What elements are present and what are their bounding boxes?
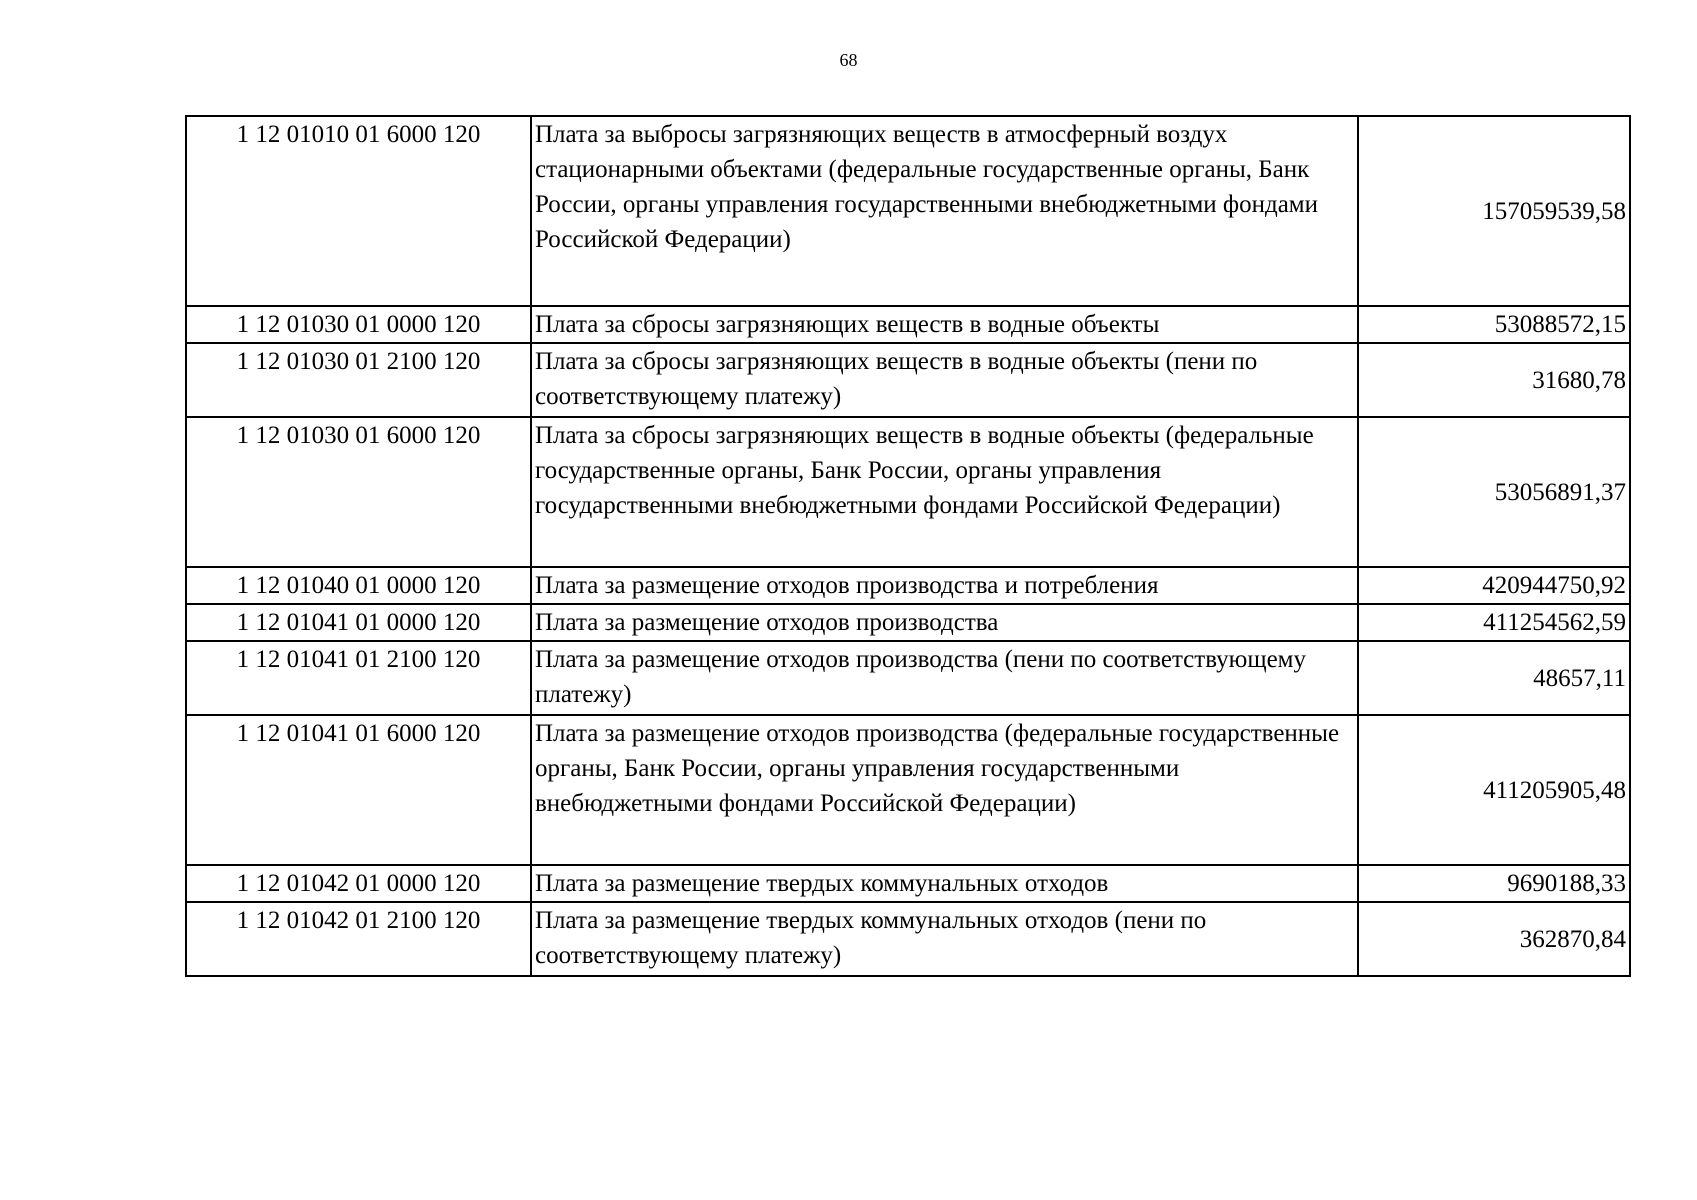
- budget-code-cell: 1 12 01041 01 2100 120: [186, 641, 531, 715]
- table-row: [186, 865, 1630, 902]
- budget-code-cell: 1 12 01042 01 0000 120: [186, 865, 531, 902]
- page-number: 68: [839, 50, 858, 70]
- table-row: [186, 417, 1630, 567]
- table-row: [186, 343, 1630, 417]
- revenue-table: [185, 115, 1631, 977]
- budget-code-cell: 1 12 01010 01 6000 120: [186, 116, 531, 306]
- table-row: [186, 116, 1630, 306]
- description-cell: Плата за размещение отходов производства (федеральные государственные органы, Банк России, органы управления государственными внебюджетными фондами Российской Федерации): [531, 715, 1358, 865]
- description-cell: Плата за выбросы загрязняющих веществ в атмосферный воздух стационарными объектами (федеральные государственные органы, Банк России, органы управления государственными внебюджетными фондами Российской Федерации): [531, 116, 1358, 306]
- description-cell: Плата за размещение твердых коммунальных отходов (пени по соответствующему платежу): [531, 902, 1358, 976]
- budget-code-cell: 1 12 01042 01 2100 120: [186, 902, 531, 976]
- amount-cell: 48657,11: [1358, 641, 1630, 715]
- budget-code-cell: 1 12 01030 01 2100 120: [186, 343, 531, 417]
- table-row: [186, 715, 1630, 865]
- budget-code-cell: 1 12 01030 01 0000 120: [186, 306, 531, 343]
- budget-code-cell: 1 12 01040 01 0000 120: [186, 567, 531, 604]
- amount-cell: 31680,78: [1358, 343, 1630, 417]
- description-cell: Плата за размещение твердых коммунальных отходов: [531, 865, 1358, 902]
- table-row: [186, 641, 1630, 715]
- budget-code-cell: 1 12 01041 01 0000 120: [186, 604, 531, 641]
- description-cell: Плата за сбросы загрязняющих веществ в водные объекты (пени по соответствующему платежу): [531, 343, 1358, 417]
- amount-cell: 420944750,92: [1358, 567, 1630, 604]
- amount-cell: 9690188,33: [1358, 865, 1630, 902]
- description-cell: Плата за размещение отходов производства: [531, 604, 1358, 641]
- amount-cell: 53056891,37: [1358, 417, 1630, 567]
- amount-cell: 362870,84: [1358, 902, 1630, 976]
- budget-code-cell: 1 12 01041 01 6000 120: [186, 715, 531, 865]
- amount-cell: 411205905,48: [1358, 715, 1630, 865]
- table-row: [186, 306, 1630, 343]
- table-row: [186, 567, 1630, 604]
- description-cell: Плата за сбросы загрязняющих веществ в водные объекты: [531, 306, 1358, 343]
- amount-cell: 53088572,15: [1358, 306, 1630, 343]
- amount-cell: 411254562,59: [1358, 604, 1630, 641]
- amount-cell: 157059539,58: [1358, 116, 1630, 306]
- description-cell: Плата за размещение отходов производства и потребления: [531, 567, 1358, 604]
- table-row: [186, 604, 1630, 641]
- description-cell: Плата за сбросы загрязняющих веществ в водные объекты (федеральные государственные органы, Банк России, органы управления государственными внебюджетными фондами Российской Федерации): [531, 417, 1358, 567]
- table-row: [186, 902, 1630, 976]
- description-cell: Плата за размещение отходов производства (пени по соответствующему платежу): [531, 641, 1358, 715]
- budget-code-cell: 1 12 01030 01 6000 120: [186, 417, 531, 567]
